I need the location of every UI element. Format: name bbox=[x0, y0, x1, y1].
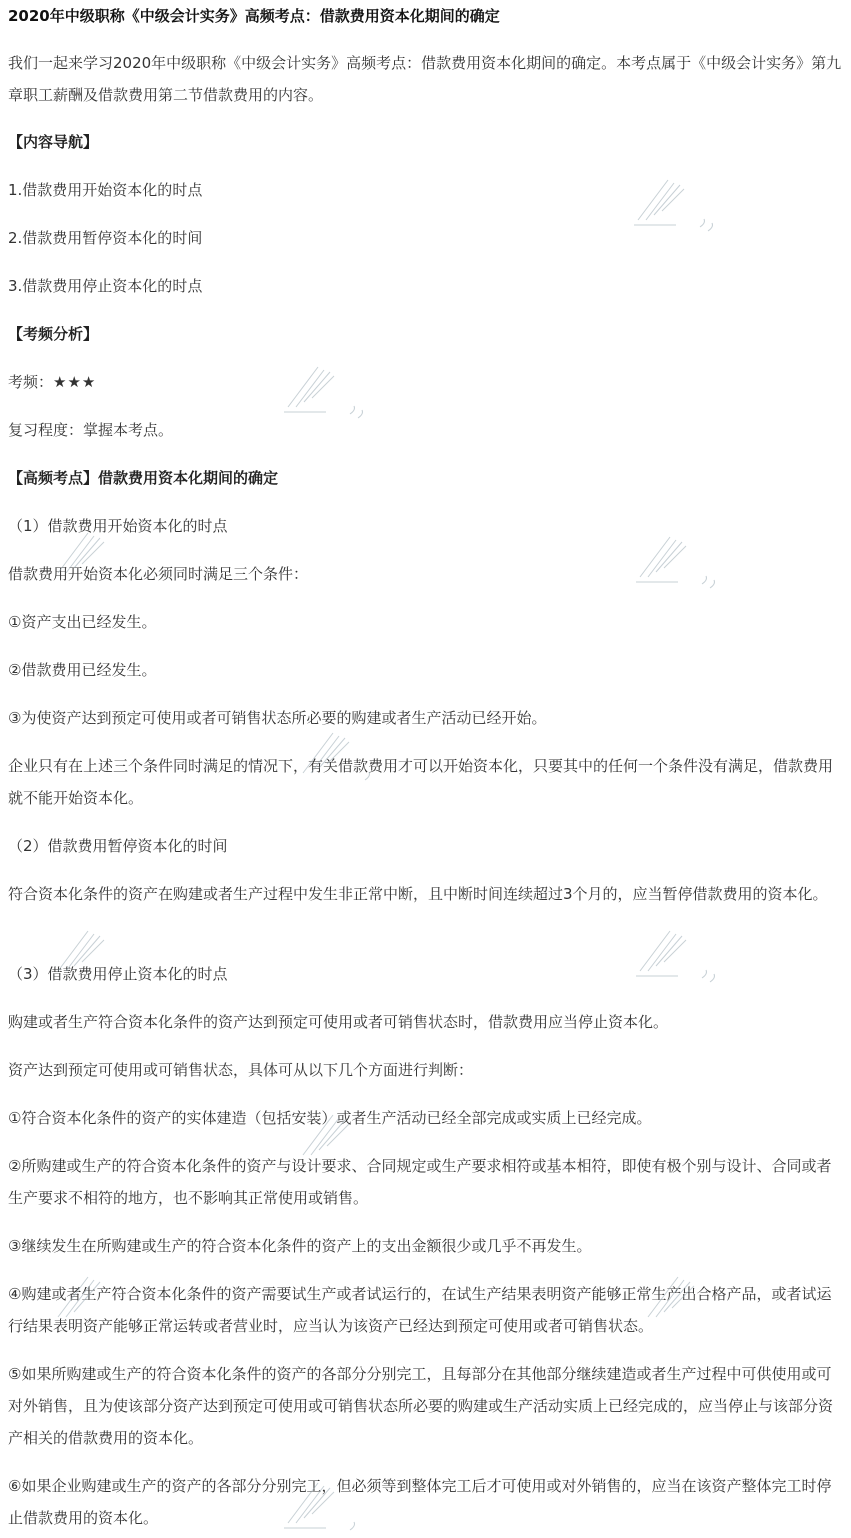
frequency-stars: ★★★ bbox=[53, 373, 97, 391]
section1-lead: 借款费用开始资本化必须同时满足三个条件： bbox=[8, 565, 309, 583]
nav-item-1: 1.借款费用开始资本化的时点 bbox=[8, 181, 203, 199]
section3-heading: （3）借款费用停止资本化的时点 bbox=[8, 965, 228, 983]
section1-note: 企业只有在上述三个条件同时满足的情况下，有关借款费用才可以开始资本化，只要其中的任何一个条件没有满足，借款费用就不能开始资本化。 bbox=[8, 757, 834, 807]
condition-item: ①资产支出已经发生。 bbox=[8, 613, 157, 631]
criterion-item: ⑥如果企业购建或生产的资产的各部分分别完工，但必须等到整体完工后才可使用或对外销售的，应当在该资产整体完工时停止借款费用的资本化。 bbox=[8, 1477, 832, 1527]
criterion-item: ①符合资本化条件的资产的实体建造（包括安装）或者生产活动已经全部完成或实质上已经完成。 bbox=[8, 1109, 652, 1127]
nav-item-2: 2.借款费用暂停资本化的时间 bbox=[8, 229, 203, 247]
nav-heading: 【内容导航】 bbox=[8, 133, 99, 151]
frequency-label: 考频： bbox=[8, 373, 54, 391]
review-level: 复习程度：掌握本考点。 bbox=[8, 421, 174, 439]
frequency-line bbox=[8, 366, 844, 398]
criterion-item: ②所购建或生产的符合资本化条件的资产与设计要求、合同规定或生产要求相符或基本相符，即使有极个别与设计、合同或者生产要求不相符的地方，也不影响其正常使用或销售。 bbox=[8, 1157, 832, 1207]
criterion-item: ⑤如果所购建或生产的符合资本化条件的资产的各部分分别完工，且每部分在其他部分继续建造或者生产过程中可供使用或可对外销售，且为使该部分资产达到预定可使用或可销售状态所必要的购建或生产活动实质上已经完成的，应当停止与该部分资产相关的借款费用的资本化。 bbox=[8, 1365, 834, 1447]
topic-heading: 【高频考点】借款费用资本化期间的确定 bbox=[8, 469, 279, 487]
analysis-heading: 【考频分析】 bbox=[8, 325, 99, 343]
condition-item: ②借款费用已经发生。 bbox=[8, 661, 157, 679]
article-title: 2020年中级职称《中级会计实务》高频考点：借款费用资本化期间的确定 bbox=[8, 7, 500, 25]
condition-item: ③为使资产达到预定可使用或者可销售状态所必要的购建或者生产活动已经开始。 bbox=[8, 709, 547, 727]
criterion-item: ③继续发生在所购建或生产的符合资本化条件的资产上的支出金额很少或几乎不再发生。 bbox=[8, 1237, 592, 1255]
section2-heading: （2）借款费用暂停资本化的时间 bbox=[8, 837, 228, 855]
section3-body: 购建或者生产符合资本化条件的资产达到预定可使用或者可销售状态时，借款费用应当停止资本化。 bbox=[8, 1013, 669, 1031]
section2-body: 符合资本化条件的资产在购建或者生产过程中发生非正常中断，且中断时间连续超过3个月的，应当暂停借款费用的资本化。 bbox=[8, 885, 828, 903]
nav-item-3: 3.借款费用停止资本化的时点 bbox=[8, 277, 203, 295]
section3-lead: 资产达到预定可使用或可销售状态，具体可从以下几个方面进行判断： bbox=[8, 1061, 474, 1079]
intro-paragraph: 我们一起来学习2020年中级职称《中级会计实务》高频考点：借款费用资本化期间的确定。本考点属于《中级会计实务》第九章职工薪酬及借款费用第二节借款费用的内容。 bbox=[8, 54, 842, 104]
criterion-item: ④购建或者生产符合资本化条件的资产需要试生产或者试运行的，在试生产结果表明资产能够正常生产出合格产品，或者试运行结果表明资产能够正常运转或者营业时，应当认为该资产已经达到预定可使用或者可销售状态。 bbox=[8, 1285, 832, 1335]
section1-heading: （1）借款费用开始资本化的时点 bbox=[8, 517, 228, 535]
